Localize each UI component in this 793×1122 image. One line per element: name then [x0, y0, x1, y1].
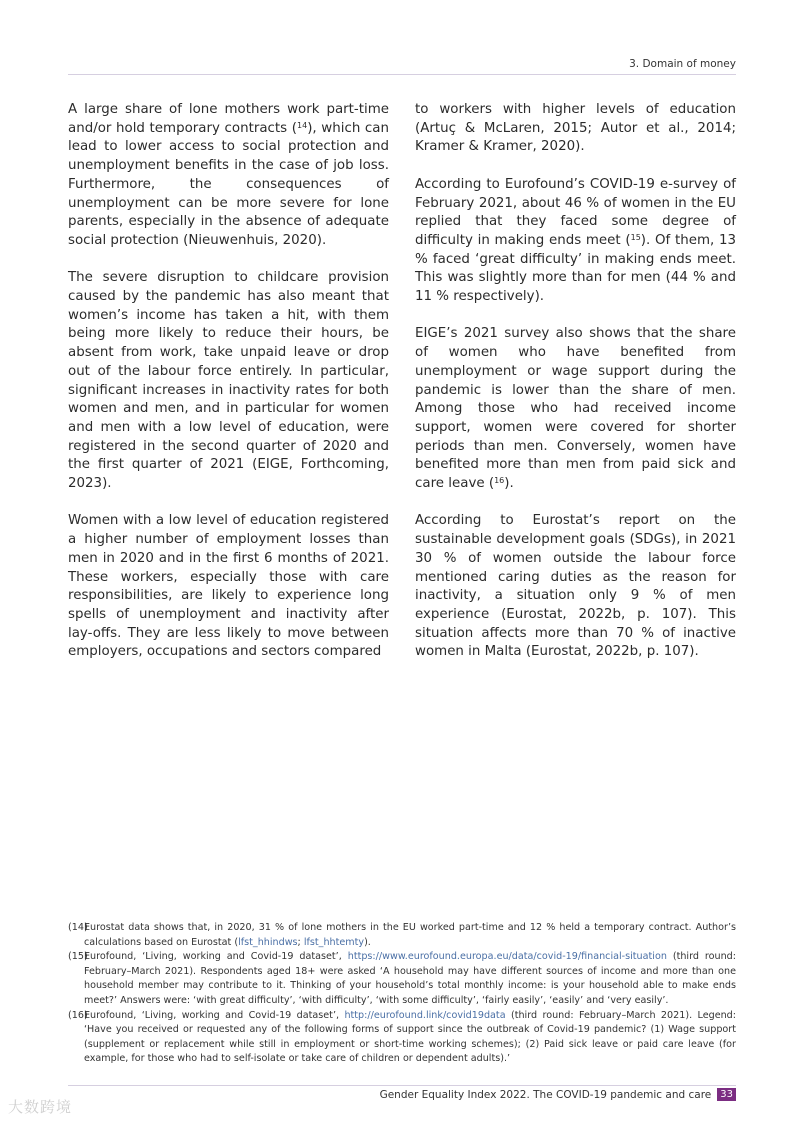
- left-column: [68, 101, 389, 681]
- footnote-14: (14) Eurostat data shows that, in 2020, 31 % of lone mothers in the EU worked part-time and 12 % held a temporary contract. Author’s calculations based on Eurostat (lfst_hhindws; lfst_hhtemty).: [68, 922, 736, 948]
- footer: [380, 1088, 736, 1101]
- footer-title: Gender Equality Index 2022. The COVID-19 pandemic and care: [379, 1088, 712, 1101]
- running-header: 3. Domain of money: [629, 58, 736, 70]
- footnote-15: (15) Eurofound, ‘Living, working and Covid-19 dataset’, https://www.eurofound.europa.eu/data/covid-19/financial-situation (third round: February–March 2021). Respondents aged 18+ were asked ‘A household may have different sources of income and more than one household member may contribute to it. Thinking of your household’s total monthly income: is your household able to make ends meet?’ Answers were: ‘with great difficulty’, ‘with difficulty’, ‘with some difficulty’, ‘fairly easily’, ‘easily’ and ‘very easily’.: [68, 951, 736, 1006]
- watermark-logo: 大数跨境: [8, 1098, 73, 1116]
- paragraph: Women with a low level of education registered a higher number of employment losses than men in 2020 and in the first 6 months of 2021. These workers, especially those with care responsibilities, are likely to experience long spells of unemployment and inactivity after lay-offs. They are less likely to move between employers, occupations and sectors compared: [68, 513, 389, 660]
- page-number: 33: [717, 1088, 736, 1101]
- link-eurofound-financial[interactable]: https://www.eurofound.europa.eu/data/covid-19/financial-situation: [347, 951, 667, 963]
- paragraph: According to Eurostat’s report on the sustainable development goals (SDGs), in 2021 30 % of women outside the labour force mentioned caring duties as the reason for inactivity, a situation only 9 % of men experience (Eurostat, 2022b, p. 107). This situation affects more than 70 % of inactive women in Malta (Eurostat, 2022b, p. 107).: [415, 513, 736, 660]
- paragraph: EIGE’s 2021 survey also shows that the share of women who have benefited from unemployment or wage support during the pandemic is lower than the share of men. Among those who had received income support, women were covered for shorter periods than men. Conversely, women have benefited more than men from paid sick and care leave ($^{16}$).: [415, 326, 736, 492]
- right-column: [415, 101, 736, 681]
- footnote-ref[interactable]: 14: [297, 120, 308, 130]
- link-eurofound-covid19data[interactable]: http://eurofound.link/covid19data: [344, 1009, 506, 1021]
- link-lfst-hhindws[interactable]: lfst_hhindws: [238, 936, 298, 948]
- header-divider: [68, 74, 736, 75]
- paragraph: A large share of lone mothers work part-time and/or hold temporary contracts ($^{14}$), which can lead to lower access to social protection and unemployment benefits in the case of job loss. Furthermore, the consequences of unemployment can be more severe for lone parents, especially in the absence of adequate social protection (Nieuwenhuis, 2020).: [68, 102, 389, 248]
- footnote-ref[interactable]: 15: [630, 232, 641, 242]
- paragraph: The severe disruption to childcare provision caused by the pandemic has also meant that women’s income has taken a hit, with them being more likely to reduce their hours, be absent from work, take unpaid leave or drop out of the labour force entirely. In particular, significant increases in inactivity rates for both women and men, and in particular for women and men with a low level of education, were registered in the second quarter of 2020 and the first quarter of 2021 (EIGE, Forthcoming, 2023).: [68, 270, 389, 492]
- paragraph: According to Eurofound’s COVID-19 e-survey of February 2021, about 46 % of women in the EU replied that they faced some degree of difficulty in making ends meet ($^{15}$). Of them, 13 % faced ‘great difficulty’ in making ends meet. This was slightly more than for men (44 % and 11 % respectively).: [415, 176, 736, 305]
- footnote-ref[interactable]: 16: [494, 476, 505, 486]
- link-lfst-hhtemty[interactable]: lfst_hhtemty: [303, 936, 365, 948]
- footnotes: [68, 921, 736, 1067]
- footer-divider: [68, 1085, 736, 1086]
- paragraph: to workers with higher levels of education (Artuç & McLaren, 2015; Autor et al., 2014; Kramer & Kramer, 2020).: [415, 102, 736, 155]
- footnote-16: (16) Eurofound, ‘Living, working and Covid-19 dataset’, http://eurofound.link/covid19data (third round: February–March 2021). Legend: ‘Have you received or requested any of the following forms of support since the outbreak of Covid-19 pandemic? (1) Wage support (supplement or replacement while still in employment or short-time working schemes); (2) Paid sick leave or paid care leave (for example, for those who had to self-isolate or take care of children or dependent adults).’: [68, 1009, 737, 1065]
